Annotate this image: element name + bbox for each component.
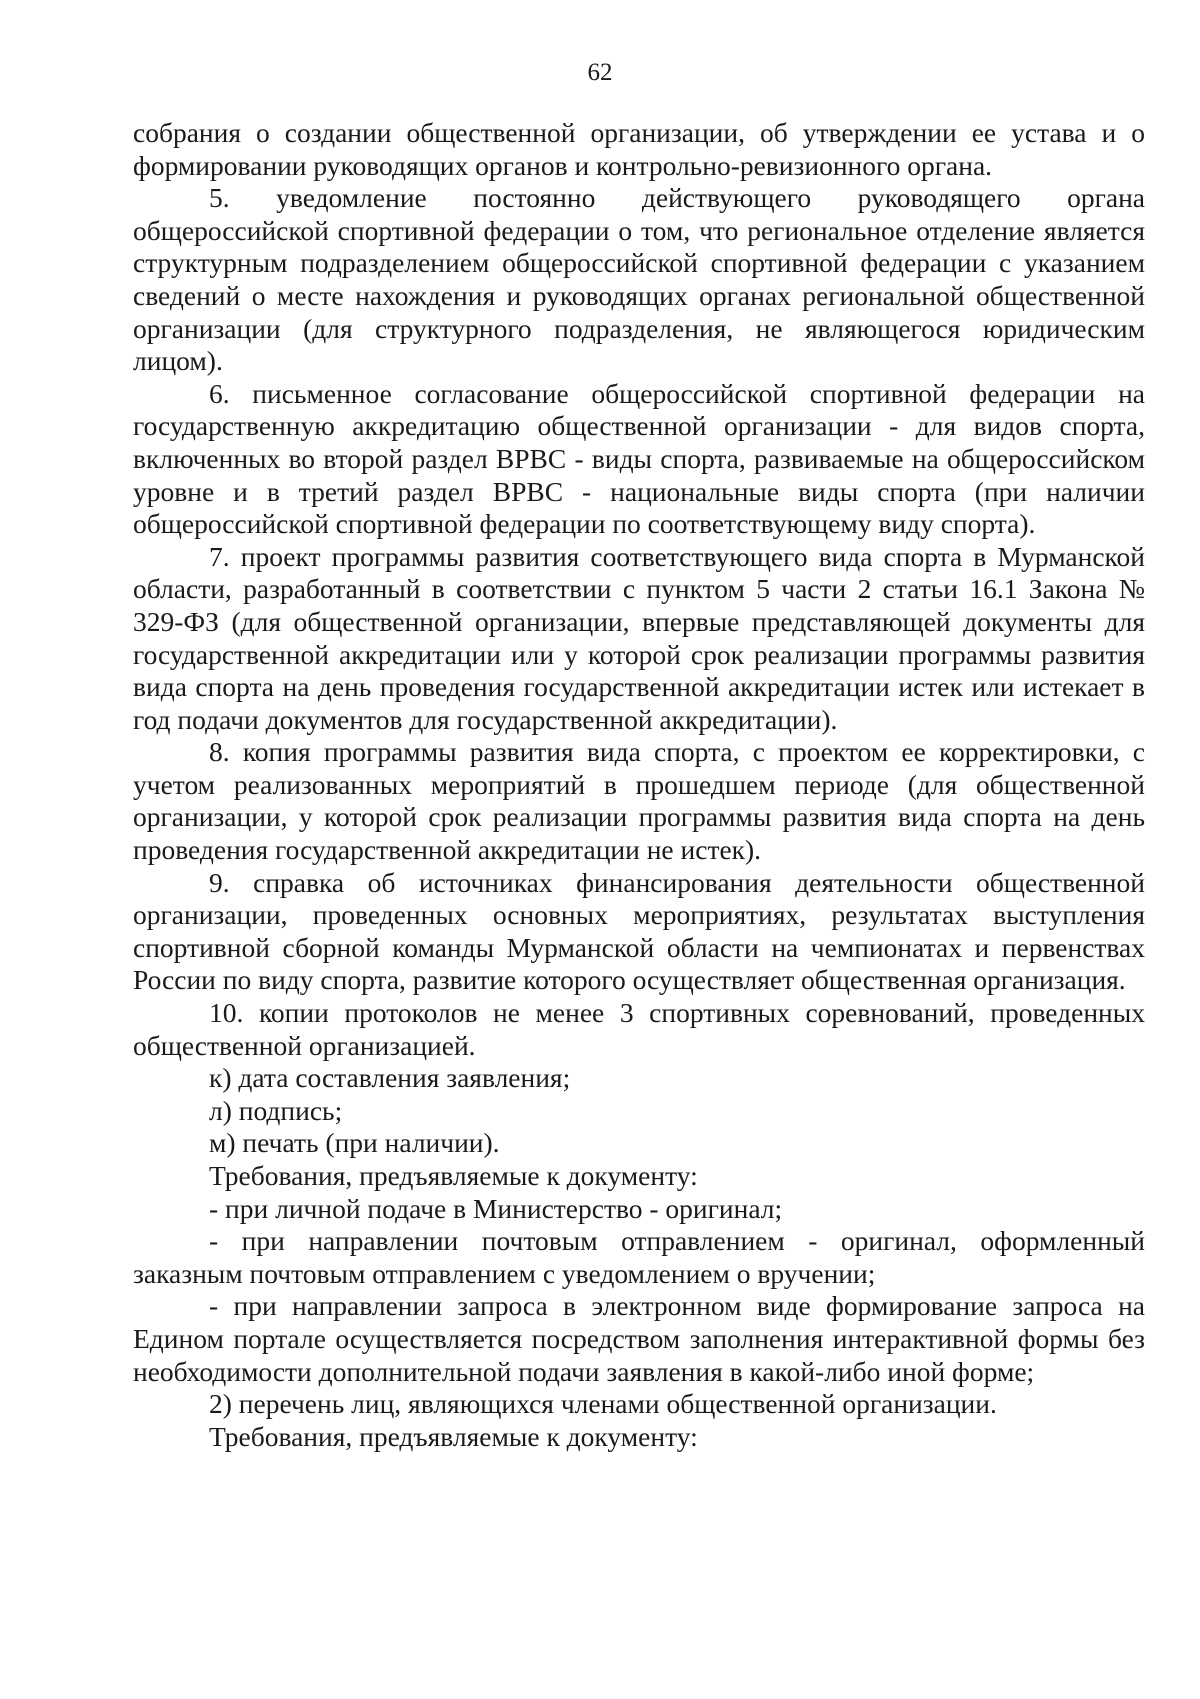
page-number: 62	[587, 59, 613, 86]
list-item-k: к) дата составления заявления;	[209, 1062, 571, 1094]
list-item-2: 2) перечень лиц, являющихся членами общественной организации.	[209, 1388, 997, 1420]
paragraph-item-8: 8. копия программы развития вида спорта, с проектом ее корректировки, с учетом реализованных мероприятий в прошедшем периоде (для общественной организации, у которой срок реализации программы развития вида спорта на день проведения государственной аккредитации не истек).	[133, 736, 1145, 866]
list-item-l: л) подпись;	[209, 1094, 343, 1126]
paragraph-item-5: 5. уведомление постоянно действующего руководящего органа общероссийской спортивной федерации о том, что региональное отделение является структурным подразделением общероссийской спортивной федерации с указанием сведений о месте нахождения и руководящих органах региональной общественной организации (для структурного подразделения, не являющегося юридическим лицом).	[133, 182, 1145, 377]
paragraph-item-10: 10. копии протоколов не менее 3 спортивных соревнований, проведенных общественной организацией.	[133, 997, 1145, 1061]
list-item-m: м) печать (при наличии).	[209, 1127, 500, 1159]
requirement-postal: - при направлении почтовым отправлением - оригинал, оформленный заказным почтовым отправлением с уведомлением о вручении;	[133, 1225, 1145, 1289]
requirements-heading-2: Требования, предъявляемые к документу:	[209, 1420, 698, 1452]
requirement-electronic: - при направлении запроса в электронном виде формирование запроса на Едином портале осуществляется посредством заполнения интерактивной формы без необходимости дополнительной подачи заявления в какой-либо иной форме;	[133, 1290, 1145, 1387]
requirements-heading: Требования, предъявляемые к документу:	[209, 1160, 698, 1191]
paragraph-continuation: собрания о создании общественной организации, об утверждении ее устава и о формировании руководящих органов и контрольно-ревизионного органа.	[133, 117, 1145, 181]
paragraph-item-9: 9. справка об источниках финансирования деятельности общественной организации, проведенных основных мероприятиях, результатах выступления спортивной сборной команды Мурманской области на чемпионатах и первенствах России по виду спорта, развитие которого осуществляет общественная организация.	[133, 866, 1145, 996]
document-body	[133, 117, 1145, 1453]
paragraph-item-7: 7. проект программы развития соответствующего вида спорта в Мурманской области, разработанный в соответствии с пунктом 5 части 2 статьи 16.1 Закона № 329-ФЗ (для общественной организации, впервые представляющей документы для государственной аккредитации или у которой срок реализации программы развития вида спорта на день проведения государственной аккредитации истек или истекает в год подачи документов для государственной аккредитации).	[133, 540, 1145, 735]
requirement-in-person: - при личной подаче в Министерство - оригинал;	[209, 1192, 783, 1224]
paragraph-item-6: 6. письменное согласование общероссийской спортивной федерации на государственную аккредитацию общественной организации - для видов спорта, включенных во второй раздел ВРВС - виды спорта, развиваемые на общероссийском уровне и в третий раздел ВРВС - национальные виды спорта (при наличии общероссийской спортивной федерации по соответствующему виду спорта).	[133, 377, 1145, 540]
